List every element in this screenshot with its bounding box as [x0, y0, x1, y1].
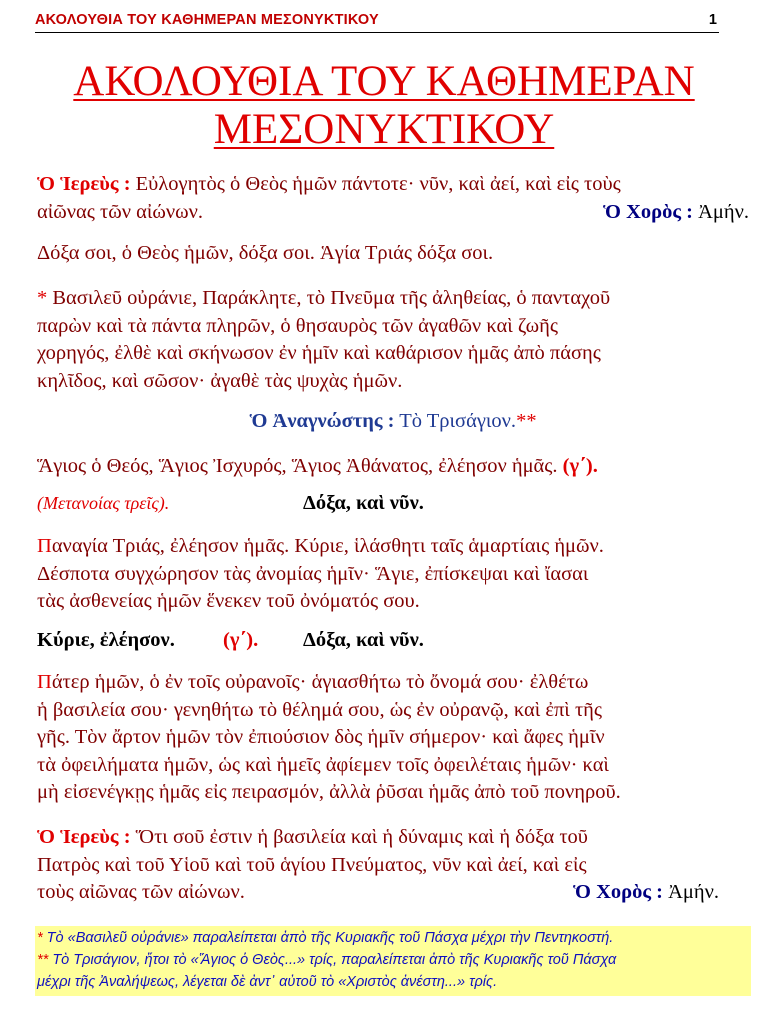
choir-response	[603, 199, 749, 227]
trisagion-line	[37, 453, 749, 481]
trisagion-text: Ἅγιος ὁ Θεός, Ἅγιος Ἰσχυρός, Ἅγιος Ἀθάνατος, ἐλέησον ἡμᾶς.	[37, 455, 563, 477]
hk-line-2: παρὼν καὶ τὰ πάντα πληρῶν, ὁ θησαυρὸς τῶν ἀγαθῶν καὶ ζωῆς	[37, 314, 558, 337]
pd-text-3: τοὺς αἰῶνας τῶν αἰώνων.	[37, 881, 245, 903]
doxology-line: Δόξα σοι, ὁ Θεὸς ἡμῶν, δόξα σοι. Ἁγία Τριάς δόξα σοι.	[37, 242, 494, 264]
running-header	[35, 10, 719, 33]
prostrations-rubric: (Μετανοίας τρεῖς).	[37, 493, 170, 513]
lp-line-4: τὰ ὀφειλήματα ἡμῶν, ὡς καὶ ἡμεῖς ἀφίεμεν τοῖς ὀφειλέταις ἡμῶν· καὶ	[37, 753, 609, 776]
hk-text-1: Βασιλεῦ οὐράνιε, Παράκλητε, τὸ Πνεῦμα τῆς ἀληθείας, ὁ πανταχοῦ	[47, 287, 611, 309]
reader-line	[37, 408, 749, 436]
lords-prayer	[37, 669, 749, 807]
priest-text-2: αἰῶνας τῶν αἰώνων.	[37, 200, 204, 223]
priest-line-2	[37, 199, 749, 227]
glory-now: Δόξα, καὶ νῦν.	[303, 492, 424, 514]
choir-amen: Ἀμήν.	[692, 200, 749, 223]
hk-line-3: χορηγός, ἐλθὲ καὶ σκήνωσον ἐν ἡμῖν καὶ καθάρισον ἡμᾶς ἀπὸ πάσης	[37, 342, 601, 364]
running-title: ΑΚΟΛΟΥΘΙΑ ΤΟΥ ΚΑΘΗΜΕΡΑΝ ΜΕΣΟΝΥΚΤΙΚΟΥ	[35, 12, 379, 28]
footnote-1-star: *	[37, 930, 43, 946]
pd-text-1: Ὅτι σοῦ ἐστιν ἡ βασιλεία καὶ ἡ δύναμις καὶ ἡ δόξα τοῦ	[130, 826, 588, 848]
ht-text-1: αναγία Τριάς, ἐλέησον ἡμᾶς. Κύριε, ἱλάσθητι ταῖς ἁμαρτίαις ἡμῶν.	[51, 535, 604, 557]
heavenly-king-prayer	[37, 285, 749, 395]
priest-blessing	[37, 171, 749, 226]
footnote-1-text: Τὸ «Βασιλεῦ οὐράνιε» παραλείπεται ἀπὸ τῆς Κυριακῆς τοῦ Πάσχα μέχρι τὴν Πεντηκοστή.	[42, 930, 614, 946]
priest-doxology	[37, 824, 749, 907]
priest-line-1	[37, 171, 749, 199]
trisagion-times: (γ΄).	[562, 455, 598, 477]
title-line-2: ΜΕΣΟΝΥΚΤΙΚΟΥ	[213, 106, 555, 153]
pd-line-3	[37, 879, 749, 907]
footnote-1	[37, 927, 749, 949]
ht-line-1	[37, 533, 749, 561]
choir-response-2	[573, 879, 719, 907]
speaker-priest: Ὁ Ἱερεὺς :	[37, 826, 131, 848]
hk-line-1	[37, 285, 749, 313]
footnote-2-text-1: Τὸ Τρισάγιον, ἤτοι τὸ «Ἅγιος ὁ Θεὸς...» τρίς, παραλείπεται ἀπὸ τῆς Κυριακῆς τοῦ Πάσχα	[48, 952, 617, 968]
kyrie-times: (γ΄).	[223, 629, 259, 651]
initial-letter: Π	[37, 535, 52, 557]
pd-line-2: Πατρὸς καὶ τοῦ Υἱοῦ καὶ τοῦ ἁγίου Πνεύματος, νῦν καὶ ἀεί, καὶ εἰς	[37, 853, 587, 876]
prostrations-line	[37, 490, 749, 518]
lp-text-1: άτερ ἡμῶν, ὁ ἐν τοῖς οὐρανοῖς· ἁγιασθήτω τὸ ὄνομά σου· ἐλθέτω	[51, 671, 589, 693]
ht-line-2: Δέσποτα συγχώρησον τὰς ἀνομίας ἡμῖν· Ἅγιε, ἐπίσκεψαι καὶ ἴασαι	[37, 562, 589, 585]
hk-line-4: κηλῖδος, καὶ σῶσον· ἀγαθὲ τὰς ψυχὰς ἡμῶν.	[37, 369, 403, 392]
lp-line-2: ἡ βασιλεία σου· γενηθήτω τὸ θέλημά σου, ὡς ἐν οὐρανῷ, καὶ ἐπὶ τῆς	[37, 698, 603, 721]
lp-line-1	[37, 669, 749, 697]
page-number: 1	[708, 12, 717, 28]
kyrie-line	[37, 627, 749, 655]
speaker-choir: Ὁ Χορὸς :	[573, 881, 663, 903]
kyrie-eleison: Κύριε, ἐλέησον.	[37, 629, 175, 651]
footnote-2-star: **	[37, 952, 49, 968]
footnote-stars: **	[516, 410, 537, 432]
footnotes-box	[35, 926, 751, 996]
speaker-reader: Ὁ Ἀναγνώστης :	[249, 410, 395, 432]
footnote-2	[37, 949, 749, 971]
priest-text-1: Εὐλογητὸς ὁ Θεὸς ἡμῶν πάντοτε· νῦν, καὶ ἀεί, καὶ εἰς τοὺς	[130, 173, 621, 195]
lp-line-3: γῆς. Τὸν ἄρτον ἡμῶν τὸν ἐπιούσιον δὸς ἡμῖν σήμερον· καὶ ἄφες ἡμῖν	[37, 726, 605, 748]
speaker-choir: Ὁ Χορὸς :	[603, 200, 693, 223]
glory-now-2: Δόξα, καὶ νῦν.	[303, 629, 424, 651]
ht-line-3: τὰς ἀσθενείας ἡμῶν ἕνεκεν τοῦ ὀνόματός σου.	[37, 590, 420, 612]
holy-trinity-prayer	[37, 533, 749, 616]
footnote-star: *	[37, 287, 48, 309]
document-title	[0, 58, 768, 154]
choir-amen-2: Ἀμήν.	[662, 881, 719, 903]
reader-text: Τὸ Τρισάγιον.	[394, 410, 517, 432]
title-line-1: ΑΚΟΛΟΥΘΙΑ ΤΟΥ ΚΑΘΗΜΕΡΑΝ	[73, 58, 695, 105]
footnote-2-cont: μέχρι τῆς Ἀναλήψεως, λέγεται δὲ ἀντ᾽ αὐτοῦ τὸ «Χριστὸς ἀνέστη...» τρίς.	[37, 974, 498, 990]
lp-line-5: μὴ εἰσενέγκῃς ἡμᾶς εἰς πειρασμόν, ἀλλὰ ῥῦσαι ἡμᾶς ἀπὸ τοῦ πονηροῦ.	[37, 781, 621, 803]
initial-letter: Π	[37, 671, 52, 693]
pd-line-1	[37, 824, 749, 852]
speaker-priest: Ὁ Ἱερεὺς :	[37, 173, 131, 195]
